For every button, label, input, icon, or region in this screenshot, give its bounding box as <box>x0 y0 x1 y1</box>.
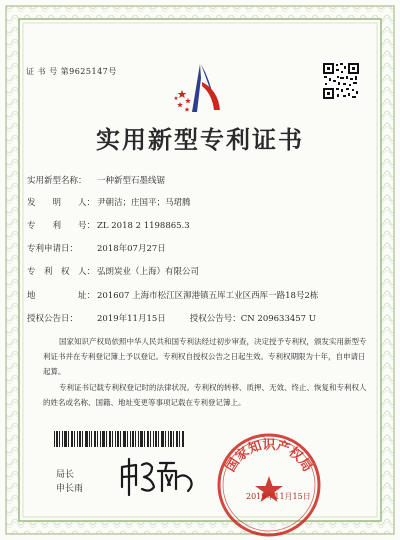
field-value: 弘朗炭业（上海）有限公司 <box>97 267 200 277</box>
paragraph-grant-notice: 国家知识产权局依照中华人民共和国专利法经过初步审查，决定授予专利权，颁发实用新型专利证书并在专利登记簿上予以登记。专利权自授权公告之日起生效。专利权期限为十年，自申请日起算。 <box>43 337 367 376</box>
field-value: 201607 上海市松江区泖港镇五厍工业区西厍一路18号2栋 <box>97 291 319 301</box>
field-label: 专 利 权 人： <box>27 267 96 277</box>
field-address <box>27 289 318 301</box>
cnipa-emblem-icon <box>170 60 230 116</box>
director-title: 局长 <box>56 470 75 480</box>
field-grant-date <box>27 312 316 324</box>
field-application-date <box>27 242 166 254</box>
field-value: 2019年11月15日 <box>97 314 166 324</box>
field-label: 实用新型名称： <box>27 176 87 186</box>
field-value: 2018年07月27日 <box>97 244 166 254</box>
field-label: 发 明 人： <box>27 198 96 208</box>
field-value: 一种新型石墨线锯 <box>97 176 166 186</box>
field-label: 专 利 号： <box>27 221 96 231</box>
field-label: 地 址： <box>27 291 96 301</box>
seal-text: 国家知识产权局 <box>223 438 315 475</box>
seal-date: 2019年11月15日 <box>246 492 311 501</box>
field-patent-number <box>27 219 190 231</box>
paragraph-register-notice: 专利证书记载专利权登记时的法律状况。专利权的转移、质押、无效、终止、恢复和专利权人的姓名或名称、国籍、地址变更等事项记载在专利登记簿上。 <box>43 383 367 407</box>
field-patentee <box>27 265 199 277</box>
certificate-number: 证 书 号 第9625147号 <box>26 67 117 76</box>
field-label: 专利申请日： <box>27 244 79 254</box>
official-seal-icon <box>214 430 324 540</box>
barcode-icon <box>54 431 184 447</box>
field-label: 授权公告日： <box>27 314 79 324</box>
svg-text:国家知识产权局 <box>223 437 315 475</box>
field-value: ZL 2018 2 1198865.3 <box>97 221 190 231</box>
field-utility-model-name <box>27 174 165 186</box>
certificate-title: 实用新型专利证书 <box>96 125 304 154</box>
director-signature <box>118 455 198 497</box>
field-value: 尹朝洁；庄国平；马珺腾 <box>97 198 191 208</box>
director-name: 申长雨 <box>56 484 84 494</box>
field-inventors <box>27 196 191 208</box>
qr-code-icon <box>322 62 360 100</box>
field-publication-number: 授权公告号：CN 209633457 U <box>189 314 316 324</box>
